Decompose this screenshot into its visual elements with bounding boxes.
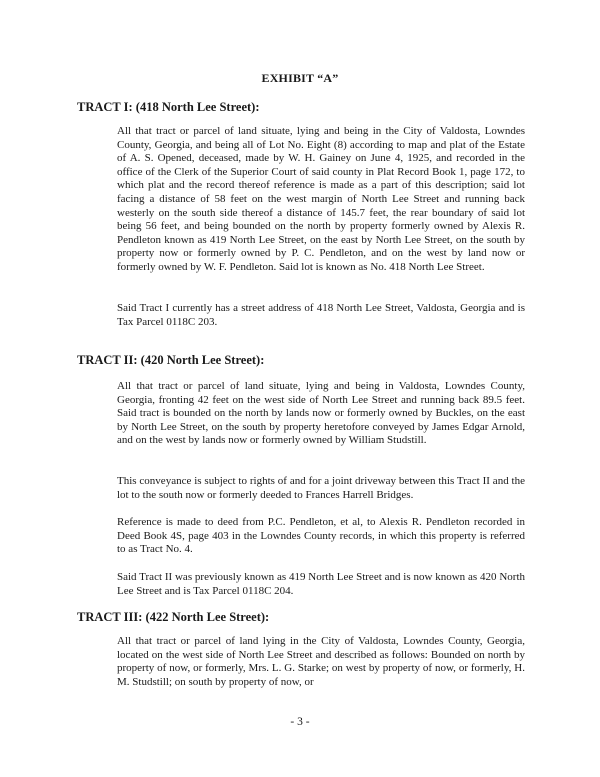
exhibit-title: EXHIBIT “A”: [261, 71, 339, 85]
tract-2-paragraph-3: Reference is made to deed from P.C. Pendleton, et al, to Alexis R. Pendleton recorded in Deed Book 4S, page 403 in the Lowndes County records, in which this property is referred to as Tract No. 4.: [117, 516, 525, 556]
tract-2-heading: TRACT II: (420 North Lee Street):: [77, 353, 265, 367]
tract-3-heading: TRACT III: (422 North Lee Street):: [77, 610, 270, 624]
tract-2-paragraph-1: All that tract or parcel of land situate, lying and being in Valdosta, Lowndes County, Georgia, fronting 42 feet on the west side of North Lee Street and running back 89.5 feet. Said tract is bounded on the north by lands now or formerly owned by Buckles, on the east by North Lee Street, on the south by property heretofore conveyed by James Edgar Arnold, and on the west by lands now or formerly owned by William Studstill.: [117, 380, 525, 447]
tract-2-paragraph-4: Said Tract II was previously known as 419 North Lee Street and is now known as 420 North Lee Street and is Tax Parcel 0118C 204.: [117, 571, 525, 597]
tract-2-paragraph-2: This conveyance is subject to rights of and for a joint driveway between this Tract II and the lot to the south now or formerly deeded to Frances Harrell Bridges.: [117, 475, 525, 501]
page-number: - 3 -: [290, 716, 310, 728]
tract-1-heading: TRACT I: (418 North Lee Street):: [77, 100, 260, 114]
tract-1-paragraph-2: Said Tract I currently has a street address of 418 North Lee Street, Valdosta, Georgia and is Tax Parcel 0118C 203.: [117, 302, 525, 328]
tract-1-paragraph-1: All that tract or parcel of land situate, lying and being in the City of Valdosta, Lowndes County, Georgia, and being all of Lot No. Eight (8) according to map and plat of the Estate of A. S. Opened, deceased, made by W. H. Gainey on June 4, 1925, and recorded in the office of the Clerk of the Superior Court of said county in Plat Record Book 1, page 172, to which plat and the record thereof reference is made as a part of this description; said lot facing a distance of 58 feet on the west margin of North Lee Street and running back westerly on the south side thereof a distance of 145.7 feet, the rear boundary of said lot being 56 feet, and being bounded on the north by property formerly owned by Alexis R. Pendleton known as 419 North Lee Street, on the east by North Lee Street, on the south by property now or formerly owned by P. C. Pendleton, and on the west by land now or formerly owned by W. F. Pendleton. Said lot is known as No. 418 North Lee Street.: [117, 125, 525, 273]
tract-3-paragraph-1: All that tract or parcel of land lying in the City of Valdosta, Lowndes County, Georgia, located on the west side of North Lee Street and described as follows: Bounded on north by property of now, or formerly, Mrs. L. G. Starke; on west by property of now, or formerly, H. M. Studstill; on south by property of now, or: [117, 635, 525, 688]
